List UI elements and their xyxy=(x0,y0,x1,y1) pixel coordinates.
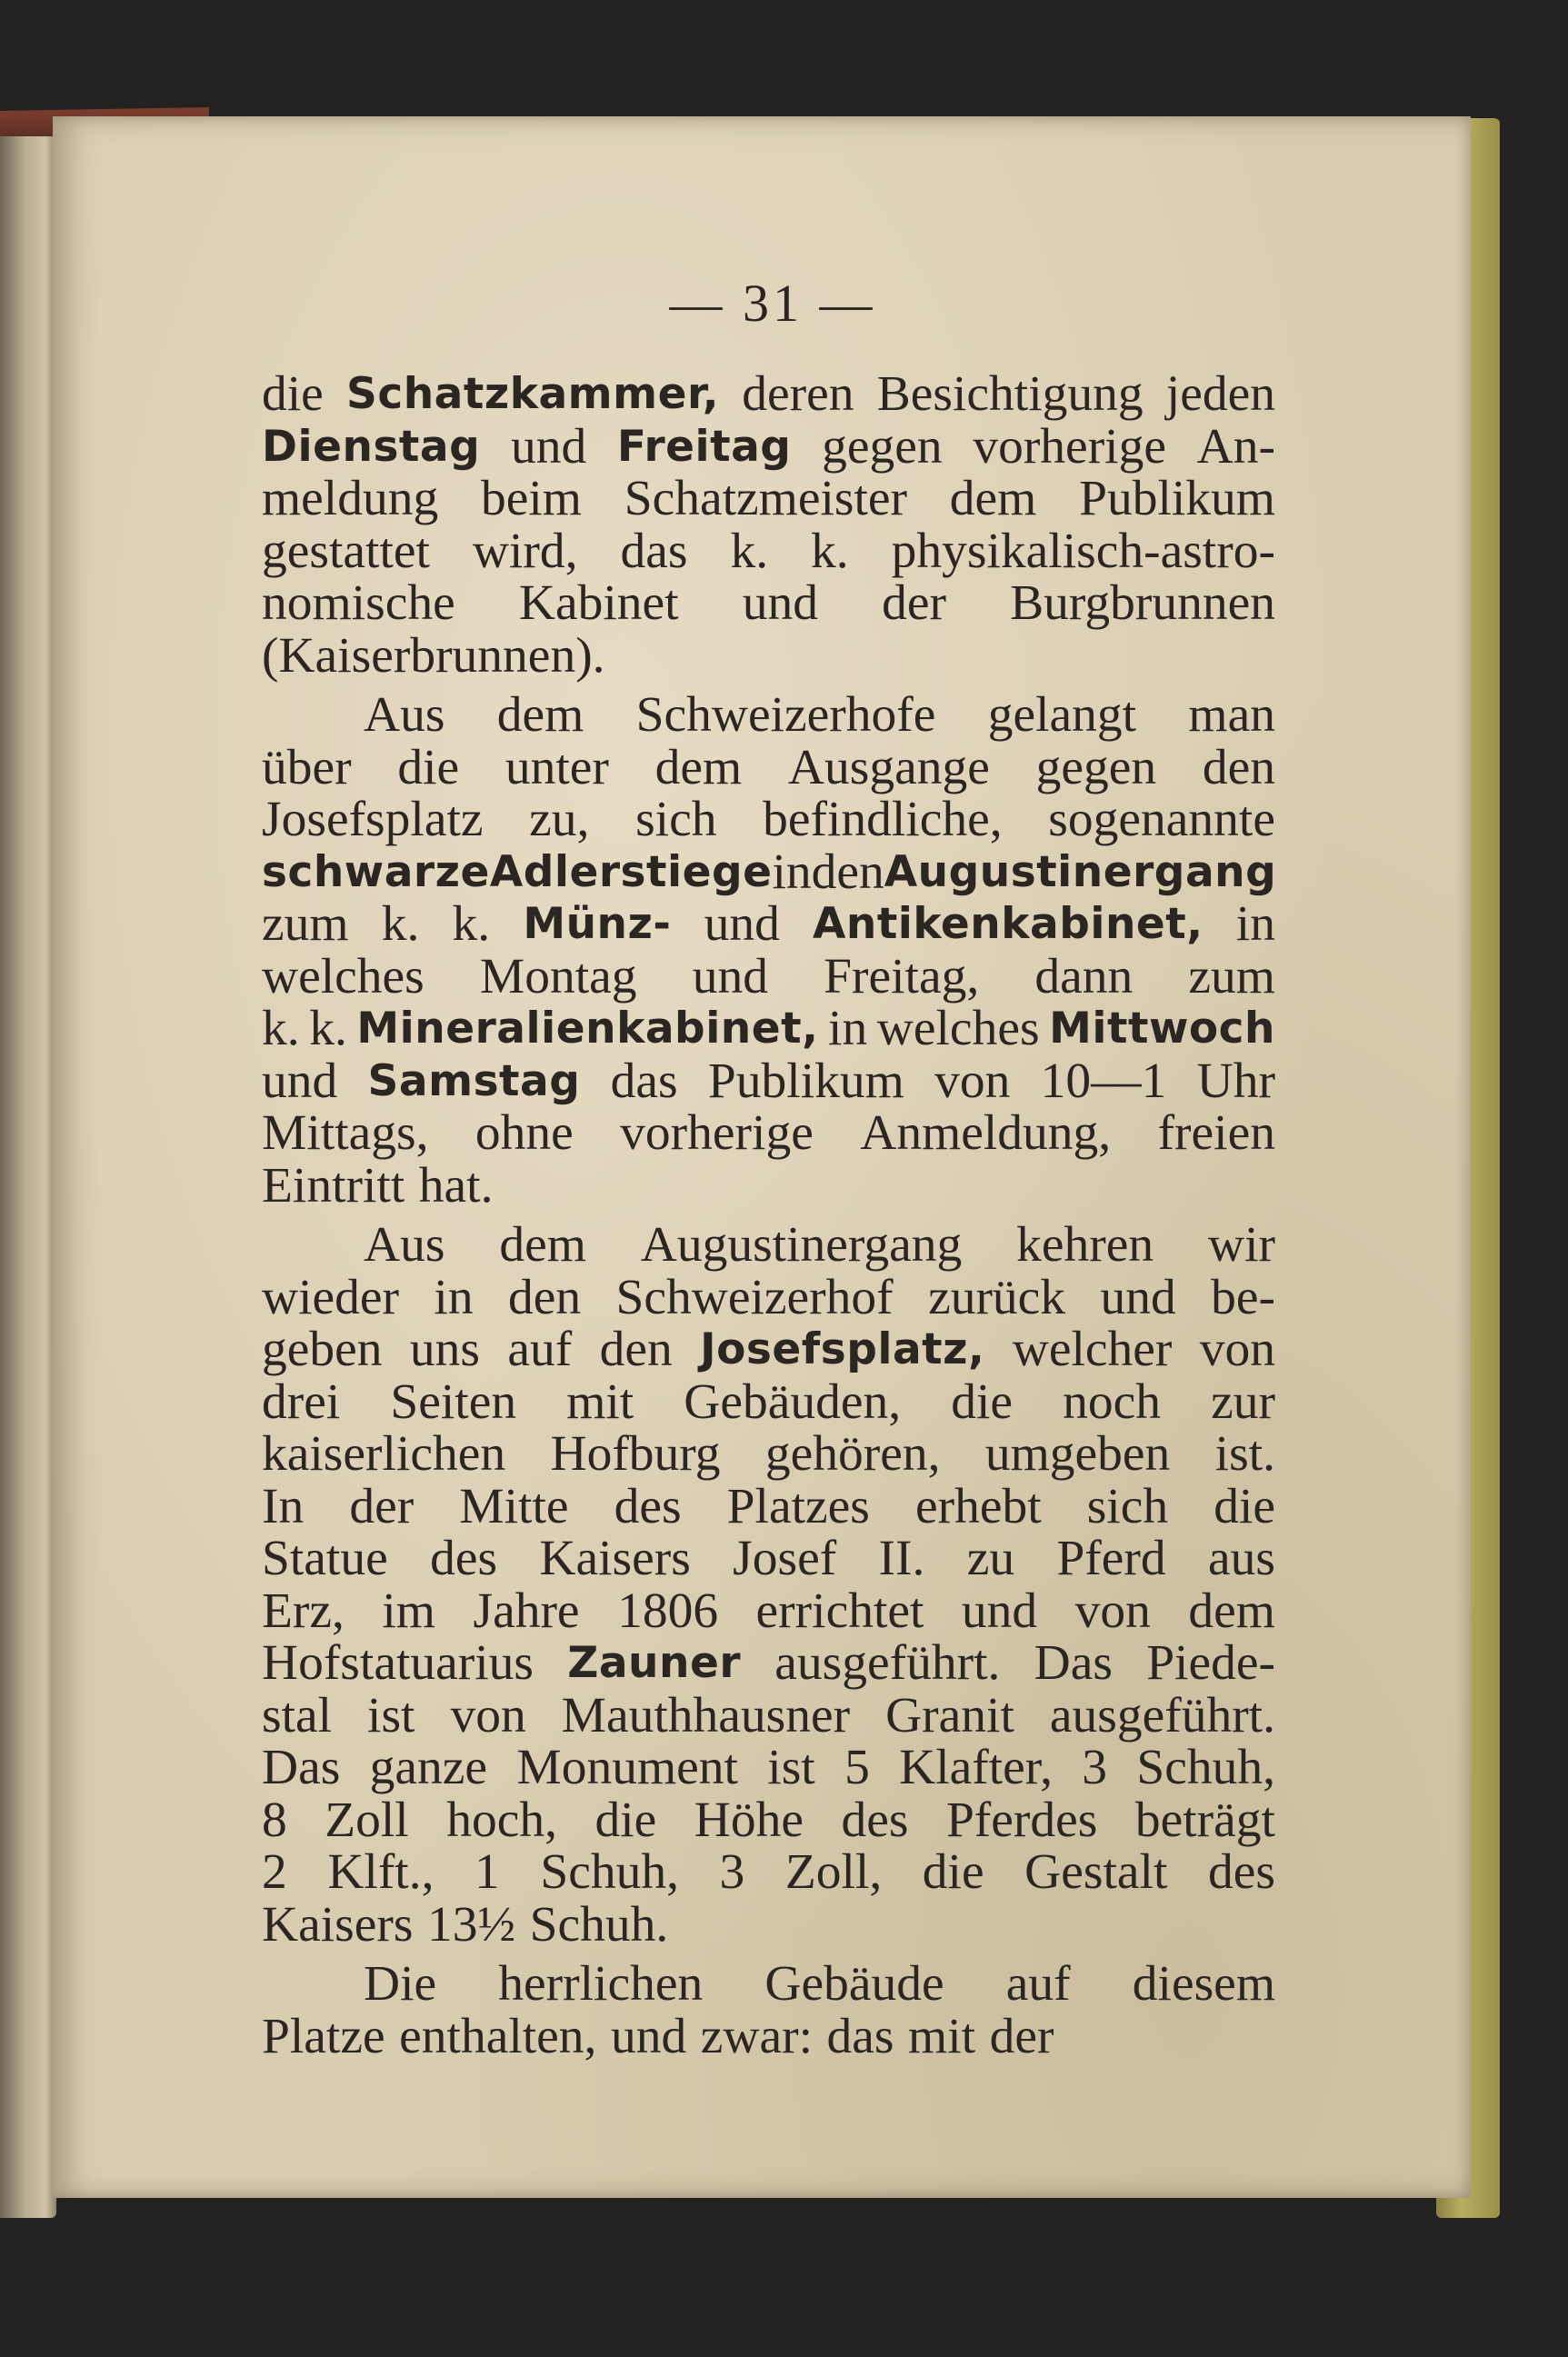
word: Zoll xyxy=(325,1792,409,1848)
word: Pferdes xyxy=(945,1792,1098,1848)
word: 3 xyxy=(1082,1740,1108,1795)
word: Statue xyxy=(262,1531,388,1586)
word: Schuh. xyxy=(529,1896,669,1953)
word: im xyxy=(382,1583,435,1639)
emphasized-word: Josefsplatz, xyxy=(700,1324,985,1374)
text-line xyxy=(262,1157,1275,1213)
word: über xyxy=(262,739,352,795)
word: Kaisers xyxy=(539,1531,691,1586)
word: auf xyxy=(1005,1956,1071,2012)
word: des xyxy=(430,1531,498,1586)
word: meldung xyxy=(262,471,439,526)
word: Mittags, xyxy=(262,1105,429,1161)
word: Platzes xyxy=(726,1478,870,1534)
word: 10—1 xyxy=(1040,1053,1167,1109)
word: Mitte xyxy=(459,1478,569,1534)
word: herrlichen xyxy=(498,1956,704,2012)
word: beim xyxy=(480,471,582,526)
word: und xyxy=(610,2008,687,2064)
word: 3 xyxy=(719,1844,745,1900)
word: In xyxy=(262,1478,305,1534)
word: zum xyxy=(262,896,349,952)
word: von xyxy=(450,1687,526,1743)
word: Platze xyxy=(262,2008,385,2064)
word: und xyxy=(692,948,768,1004)
word: Ausgange xyxy=(787,739,990,795)
word: ist. xyxy=(1214,1426,1275,1482)
word: zu xyxy=(966,1531,1015,1586)
word: kehren xyxy=(1016,1217,1154,1273)
word: befindliche, xyxy=(763,792,1003,847)
word: nomische xyxy=(262,575,455,631)
word: Josefsplatz xyxy=(262,792,484,847)
word: Publikum xyxy=(707,1053,904,1109)
word: Freitag, xyxy=(824,948,980,1004)
text-line xyxy=(262,418,1275,474)
text-line xyxy=(262,1585,1275,1638)
word: enthalten, xyxy=(399,2008,597,2064)
body-text xyxy=(262,368,1275,2062)
word: Das xyxy=(1034,1635,1113,1691)
word: Burgbrunnen xyxy=(1010,575,1275,631)
word: man xyxy=(1188,687,1275,743)
page-number: — 31 — xyxy=(669,274,876,333)
word: welcher xyxy=(1012,1322,1173,1377)
word: Hofburg xyxy=(550,1426,721,1482)
word: beträgt xyxy=(1134,1792,1275,1848)
word: dann xyxy=(1034,948,1134,1004)
word: Gestalt xyxy=(1024,1844,1168,1900)
word: die xyxy=(397,739,460,795)
text-line xyxy=(262,794,1275,846)
word: hat. xyxy=(418,1157,494,1213)
text-line xyxy=(262,1107,1275,1160)
word: physikalisch-astro- xyxy=(891,523,1275,579)
word: Anmeldung, xyxy=(860,1105,1112,1161)
word: sich xyxy=(1086,1478,1169,1534)
word: in xyxy=(772,844,812,900)
emphasized-word: Dienstag xyxy=(262,421,481,472)
word: deren xyxy=(742,366,854,422)
text-line xyxy=(262,1428,1275,1481)
word: dem xyxy=(499,1217,586,1273)
word: Gebäuden, xyxy=(684,1373,902,1430)
word: Das xyxy=(262,1740,341,1795)
text-line xyxy=(262,1373,1275,1430)
text-line xyxy=(262,689,1275,742)
word: von xyxy=(1074,1583,1151,1639)
text-line xyxy=(262,2008,1275,2064)
word: Schatzmeister xyxy=(624,471,908,526)
word: und xyxy=(1100,1269,1176,1325)
text-line xyxy=(262,1687,1275,1743)
text-line xyxy=(262,1958,1275,2011)
emphasized-word: Freitag xyxy=(616,421,792,472)
emphasized-word: Antikenkabinet, xyxy=(812,899,1203,949)
word: mit xyxy=(566,1373,634,1430)
word: des xyxy=(614,1478,682,1534)
word: Aus xyxy=(364,1217,445,1273)
word: in xyxy=(828,1001,868,1056)
word: be- xyxy=(1211,1269,1275,1325)
emphasized-word: Schatzkammer, xyxy=(345,369,720,419)
word: dem xyxy=(949,471,1037,526)
word: freien xyxy=(1157,1105,1275,1161)
word: wird, xyxy=(472,523,578,579)
text-line xyxy=(262,627,1275,684)
word: aus xyxy=(1207,1531,1275,1586)
word: welches xyxy=(262,948,424,1004)
word: die xyxy=(1213,1478,1275,1534)
word: der xyxy=(882,575,946,631)
word: sogenannte xyxy=(1048,792,1275,847)
word: welches xyxy=(876,1001,1040,1056)
emphasized-word: Mittwoch xyxy=(1049,1004,1275,1054)
word: Piede- xyxy=(1146,1635,1275,1691)
word: des xyxy=(841,1792,909,1848)
word: k. xyxy=(262,1001,300,1056)
word: Aus xyxy=(364,687,445,743)
word: der xyxy=(349,1478,414,1534)
paragraph xyxy=(262,368,1275,682)
word: gestattet xyxy=(262,523,430,579)
word: Kaisers xyxy=(262,1896,414,1953)
word: den xyxy=(1202,739,1275,795)
word: sich xyxy=(635,792,717,847)
word: Uhr xyxy=(1196,1053,1275,1109)
word: und xyxy=(961,1583,1038,1639)
word: Hofstatuarius xyxy=(262,1635,534,1691)
emphasized-word: Mineralienkabinet, xyxy=(356,1004,819,1054)
word: unter xyxy=(504,739,609,795)
word: die xyxy=(951,1373,1014,1430)
word: Montag xyxy=(479,948,637,1004)
word: den xyxy=(811,844,884,900)
word: erhebt xyxy=(914,1478,1042,1534)
word: stal xyxy=(262,1687,333,1743)
text-line xyxy=(262,577,1275,630)
word: dem xyxy=(496,687,584,743)
word: zur xyxy=(1211,1373,1275,1430)
word: 1806 xyxy=(617,1583,719,1639)
word: dem xyxy=(1188,1583,1275,1639)
word: die xyxy=(594,1792,657,1848)
text-line xyxy=(262,1637,1275,1690)
word: geben xyxy=(262,1322,383,1377)
word: das xyxy=(620,523,688,579)
word: Höhe xyxy=(694,1792,804,1848)
text-line xyxy=(262,739,1275,795)
word: diesem xyxy=(1132,1956,1275,2012)
text-line xyxy=(262,1533,1275,1585)
word: von xyxy=(934,1053,1011,1109)
word: gelangt xyxy=(987,687,1137,743)
word: Kabinet xyxy=(518,575,679,631)
word: ausgeführt. xyxy=(774,1635,1001,1691)
word: auf xyxy=(507,1322,573,1377)
emphasized-word: Augustinergang xyxy=(884,846,1277,897)
word: 5 xyxy=(844,1740,870,1795)
text-line xyxy=(262,473,1275,525)
word: zwar: xyxy=(700,2008,813,2064)
word: der xyxy=(989,2008,1054,2064)
word: zum xyxy=(1188,948,1275,1004)
word: von xyxy=(1199,1322,1275,1377)
word: dem xyxy=(654,739,743,795)
paragraph xyxy=(262,1958,1275,2062)
word: errichtet xyxy=(755,1583,924,1639)
word: Besichtigung xyxy=(876,366,1144,422)
word: Klft., xyxy=(327,1844,434,1900)
word: drei xyxy=(262,1373,341,1430)
word: und xyxy=(704,896,780,952)
word: die xyxy=(922,1844,984,1900)
word: Mauthhausner xyxy=(561,1687,851,1743)
text-line xyxy=(262,1219,1275,1272)
word: die xyxy=(262,366,324,422)
word: 2 xyxy=(262,1844,287,1900)
word: ist xyxy=(767,1740,815,1795)
paragraph xyxy=(262,1219,1275,1951)
word: das xyxy=(826,2008,894,2064)
word: gegen xyxy=(1035,739,1157,795)
text-line xyxy=(262,1896,1275,1953)
text-line xyxy=(262,1269,1275,1325)
word: des xyxy=(1207,1844,1275,1900)
word: Monument xyxy=(516,1740,738,1795)
word: An- xyxy=(1196,418,1275,474)
emphasized-word: Adlerstiege xyxy=(489,846,773,897)
text-line xyxy=(262,1742,1275,1794)
word: Schweizerhofe xyxy=(635,687,936,743)
paragraph xyxy=(262,689,1275,1212)
word: Zoll, xyxy=(784,1844,883,1900)
word: in xyxy=(1235,896,1275,952)
word: k. xyxy=(452,896,491,952)
word: Schweizerhof xyxy=(615,1269,894,1325)
word: Eintritt xyxy=(262,1157,405,1213)
word: hoch, xyxy=(446,1792,557,1848)
word: den xyxy=(599,1322,673,1377)
facing-page-edge xyxy=(0,136,56,2218)
word: ist xyxy=(367,1687,415,1743)
word: noch xyxy=(1063,1373,1161,1430)
word: vorherige xyxy=(620,1105,814,1161)
emphasized-word: Samstag xyxy=(367,1055,581,1106)
word: k. xyxy=(381,896,420,952)
word: Klafter, xyxy=(899,1740,1053,1795)
text-line xyxy=(262,948,1275,1004)
word: in xyxy=(434,1269,474,1325)
word: Erz, xyxy=(262,1583,345,1639)
word: Seiten xyxy=(390,1373,517,1430)
word: zu, xyxy=(529,792,590,847)
text-line xyxy=(262,1478,1275,1534)
text-line xyxy=(262,846,1275,899)
word: zurück xyxy=(928,1269,1066,1325)
word: Gebäude xyxy=(764,1956,944,2012)
word: Schuh, xyxy=(1136,1740,1275,1795)
word: Josef xyxy=(733,1531,837,1586)
text-line xyxy=(262,368,1275,421)
word: Die xyxy=(364,1956,437,2012)
word: und xyxy=(510,418,587,474)
word: (Kaiserbrunnen). xyxy=(262,627,605,684)
word: Pferd xyxy=(1056,1531,1166,1586)
word: II. xyxy=(878,1531,925,1586)
word: vorherige xyxy=(973,418,1166,474)
word: 1 xyxy=(474,1844,500,1900)
text-line xyxy=(262,1323,1275,1376)
text-line xyxy=(262,898,1275,951)
word: und xyxy=(262,1053,338,1109)
word: kaiserlichen xyxy=(262,1426,506,1482)
word: ganze xyxy=(369,1740,488,1795)
word: gehören, xyxy=(764,1426,941,1482)
word: Schuh, xyxy=(540,1844,679,1900)
text-line xyxy=(262,1003,1275,1055)
word: mit xyxy=(908,2008,976,2064)
word: k. xyxy=(309,1001,347,1056)
word: umgeben xyxy=(984,1426,1171,1482)
text-line xyxy=(262,1846,1275,1899)
word: wir xyxy=(1208,1217,1275,1273)
text-line xyxy=(262,525,1275,578)
word: Publikum xyxy=(1079,471,1275,526)
word: den xyxy=(507,1269,582,1325)
text-line xyxy=(262,1794,1275,1847)
text-line xyxy=(262,1055,1275,1108)
word: ohne xyxy=(474,1105,574,1161)
emphasized-word: Münz- xyxy=(523,899,672,949)
word: und xyxy=(742,575,818,631)
word: Jahre xyxy=(473,1583,580,1639)
word: uns xyxy=(409,1322,481,1377)
word: Augustinergang xyxy=(640,1217,963,1273)
word: k. xyxy=(811,523,849,579)
word: Granit xyxy=(885,1687,1014,1743)
word: k. xyxy=(730,523,769,579)
word: jeden xyxy=(1165,366,1275,422)
word: gegen xyxy=(822,418,943,474)
emphasized-word: Zauner xyxy=(567,1638,742,1688)
emphasized-word: schwarze xyxy=(262,846,490,897)
word: ausgeführt. xyxy=(1049,1687,1275,1743)
word: wieder xyxy=(262,1269,399,1325)
word: 13½ xyxy=(426,1896,516,1953)
word: 8 xyxy=(262,1792,287,1848)
word: das xyxy=(610,1053,678,1109)
